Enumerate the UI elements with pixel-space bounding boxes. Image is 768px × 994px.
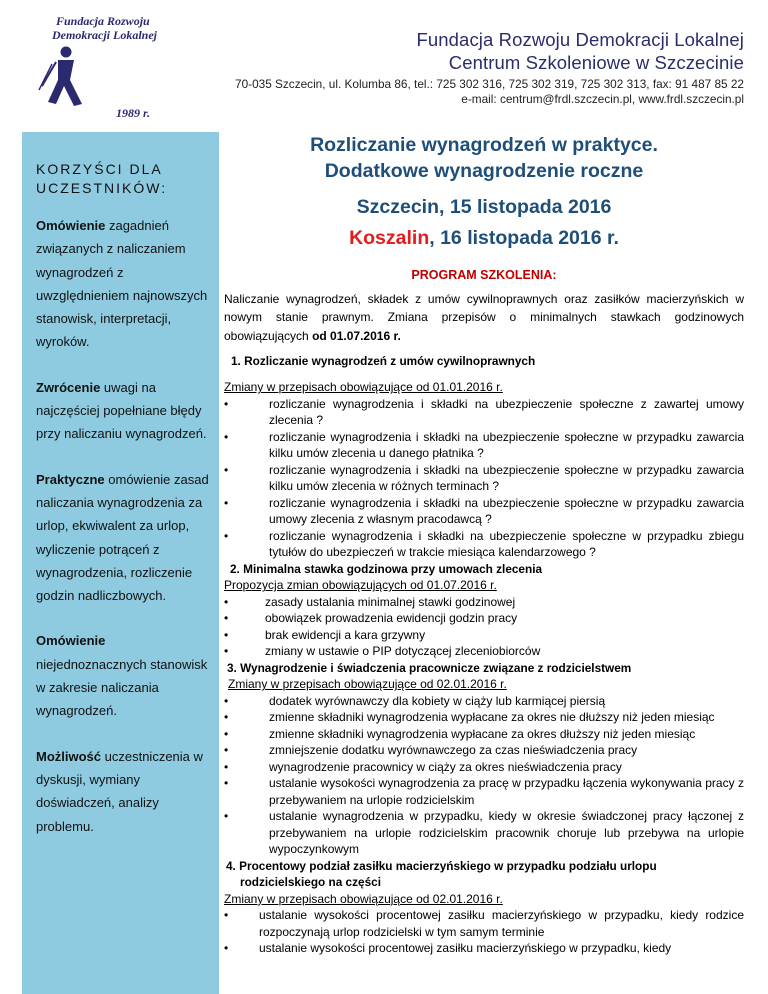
section-4 [224,858,744,957]
contact-address: 70-035 Szczecin, ul. Kolumba 86, tel.: 725 302 316, 725 302 319, 725 302 313, fax: 91 487 85 22 [235,77,744,91]
benefit-item [36,745,209,838]
section-4-subtitle: Zmiany w przepisach obowiązujące od 02.01.2016 r. [224,891,503,906]
contact-info [235,77,744,107]
list-item: • wynagrodzenie pracownicy w ciąży za okres nieświadczenia pracy [224,759,744,776]
benefit-keyword: Omówienie [36,633,106,649]
list-item: • ustalanie wysokości procentowej zasiłku macierzyńskiego w przypadku, kiedy rodzice rozpoczynają urlop rodzicielski w tym samym terminie [224,907,744,940]
section-1 [224,353,744,561]
section-3-title: 3. Wynagrodzenie i świadczenia pracownicze związane z rodzicielstwem [227,660,632,675]
list-item: • zasady ustalania minimalnej stawki godzinowej [224,594,744,611]
list-item: • zmniejszenie dodatku wyrównawczego za czas nieświadczenia pracy [224,742,744,759]
benefit-keyword: Praktyczne [36,471,105,487]
benefit-item [36,629,209,722]
section-3-subtitle: Zmiany w przepisach obowiązujące od 02.01.2016 r. [228,677,507,692]
list-item: • rozliczanie wynagrodzenia i składki na ubezpieczenie społeczne w przypadku zbiegu tytułów do ubezpieczeń w trakcie miesiąca kalendarzowego ? [224,528,744,561]
section-4-list [224,907,744,957]
list-item: • dodatek wyrównawczy dla kobiety w ciąży lub karmiącej piersią [224,693,744,710]
benefit-text: uczestniczenia w dyskusji, wymiany doświadczeń, analizy problemu. [36,748,203,834]
benefits-title [36,160,209,198]
date-koszalin-rest: , 16 listopada 2016 r. [429,227,619,249]
benefits-sidebar [22,132,219,994]
section-4-title [224,858,744,891]
section-2-subtitle: Propozycja zmian obowiązujących od 01.07.2016 r. [224,578,497,593]
date-koszalin [224,227,744,250]
section-3-list [224,693,744,858]
training-title [224,132,744,184]
section-1-title: 1. Rozliczanie wynagrodzeń z umów cywilnoprawnych [231,353,536,368]
program-heading: PROGRAM SZKOLENIA: [411,268,557,282]
program-intro [224,290,744,345]
date-szczecin: Szczecin, 15 listopada 2016 [356,196,612,218]
organization-name [416,28,744,74]
list-item: • brak ewidencji a kara grzywny [224,627,744,644]
training-title-line1: Rozliczanie wynagrodzeń w praktyce. [310,134,658,156]
main-content [224,132,744,957]
intro-date: od 01.07.2016 r. [312,328,401,343]
list-item: • zmienne składniki wynagrodzenia wypłacane za okres dłuższy niż jeden miesiąc [224,726,744,743]
section-1-list [224,396,744,561]
benefits-title-line1: KORZYŚCI DLA [36,161,163,177]
benefits-title-line2: UCZESTNIKÓW: [36,180,168,196]
list-item: • zmienne składniki wynagrodzenia wypłacane za okres nie dłuższy niż jeden miesiąc [224,709,744,726]
benefit-item [36,376,209,446]
benefit-item [36,214,209,354]
benefit-item [36,468,209,608]
training-title-line2: Dodatkowe wynagrodzenie roczne [324,160,644,182]
list-item: • ustalanie wynagrodzenia w przypadku, kiedy w okresie świadczonej pracy łączonej z przebywaniem na urlopie rodzicielskim pracownik choruje lub przebywa na urlopie wypoczynkowym [224,808,744,858]
intro-text: Naliczanie wynagrodzeń, składek z umów cywilnoprawnych oraz zasiłków macierzyńskich w nowym stanie prawnym. Zmiana przepisów o minimalnych stawkach godzinowych obowiązujących [224,292,744,343]
city-koszalin: Koszalin [349,227,430,249]
contact-email: e-mail: centrum@frdl.szczecin.pl, www.frdl.szczecin.pl [461,92,744,106]
benefit-text: uwagi na najczęściej popełniane błędy przy naliczaniu wynagrodzeń. [36,379,207,442]
section-4-title-line1: 4. Procentowy podział zasiłku macierzyńskiego w przypadku podziału urlopu [226,858,657,873]
logo-name-line1: Fundacja Rozwoju [56,14,150,28]
org-name-line2: Centrum Szkoleniowe w Szczecinie [448,52,744,73]
list-item: • ustalanie wysokości procentowej zasiłku macierzyńskiego w przypadku, kiedy [224,940,744,957]
logo-name [34,14,174,42]
list-item: • rozliczanie wynagrodzenia i składki na ubezpieczenie społeczne z zawartej umowy zlecenia ? [224,396,744,429]
list-item: • zmiany w ustawie o PIP dotyczącej zleceniobiorców [224,643,744,660]
section-2 [224,561,744,660]
benefit-text: omówienie zasad naliczania wynagrodzenia za urlop, ekwiwalent za urlop, wyliczenie potrąceń z wynagrodzenia, rozliczenie godzin nadliczbowych. [36,471,209,604]
walking-figure-icon [36,46,106,108]
list-item: • obowiązek prowadzenia ewidencji godzin pracy [224,610,744,627]
list-item: • rozliczanie wynagrodzenia i składki na ubezpieczenie społeczne w przypadku zawarcia umowy zlecenia z własnym pracodawcą ? [224,495,744,528]
section-4-title-line2: rodzicielskiego na części [240,875,381,890]
benefit-keyword: Zwrócenie [36,379,101,395]
section-3 [224,660,744,858]
list-item: • ustalanie wysokości wynagrodzenia za pracę w przypadku łączenia wykonywania pracy z przebywaniem na urlopie rodzicielskim [224,775,744,808]
section-2-list [224,594,744,660]
list-item: • rozliczanie wynagrodzenia i składki na ubezpieczenie społeczne w przypadku zawarcia kilku umów zlecenia u danego płatnika ? [224,429,744,462]
list-item: • rozliczanie wynagrodzenia i składki na ubezpieczenie społeczne w przypadku zawarcia kilku umów zlecenia w różnych terminach ? [224,462,744,495]
section-2-title: 2. Minimalna stawka godzinowa przy umowach zlecenia [230,561,543,576]
logo-year: 1989 r. [116,106,151,120]
foundation-logo [34,14,174,120]
benefit-text: niejednoznacznych stanowisk w zakresie naliczania wynagrodzeń. [36,656,208,719]
benefit-keyword: Omówienie [36,218,106,233]
org-name-line1: Fundacja Rozwoju Demokracji Lokalnej [416,29,744,50]
benefit-text: zagadnień związanych z naliczaniem wynagrodzeń z uwzględnieniem najnowszych stanowisk, interpretacji, wyroków. [36,218,208,350]
benefit-keyword: Możliwość [36,748,102,764]
section-1-subtitle: Zmiany w przepisach obowiązujące od 01.01.2016 r. [224,380,503,395]
logo-name-line2: Demokracji Lokalnej [52,28,157,42]
